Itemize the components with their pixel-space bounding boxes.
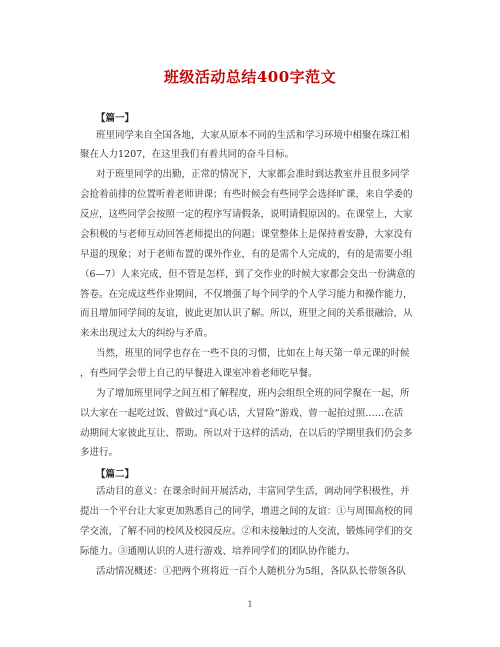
paragraph-line: 活动情况概述：①把两个班将近一百个人随机分为5组，各队队长带领各队 (96, 566, 407, 577)
paragraph-line: 早退的现象；对于老师布置的课外作业，有的是需个人完成的，有的是需要小组 (80, 249, 413, 260)
paragraph-line: 际能力。③通刚认识的人进行游戏、培养同学们的团队协作能力。 (80, 546, 356, 557)
paragraph-line: 以大家在一起吃过饭、曾做过“真心话，大冒险”游戏、曾一起拍过照……在活 (80, 408, 404, 419)
paragraph-line: 答卷。在完成这些作业期间，不仅增强了每个同学的个人学习能力和操作能力， (80, 289, 413, 300)
page-title: 班级活动总结400字范文 (163, 68, 337, 86)
paragraph-line: 当然，班里的同学也存在一些不良的习惯，比如在上每天第一单元课的时候 (96, 348, 410, 359)
paragraph-line: 而且增加同学间的友谊，彼此更加认识了解。所以，班里之间的关系很融洽，从 (80, 308, 413, 319)
paragraph-line: 对于班里同学的出勤，正常的情况下，大家都会准时到达教室并且很多同学 (96, 169, 410, 180)
paragraph-line: 为了增加班里同学之间互相了解程度，班内会组织全班的同学聚在一起，所 (96, 388, 410, 399)
paragraph-line: （6—7）人来完成，但不管是怎样，到了交作业的时候大家都会交出一份满意的 (80, 269, 416, 280)
paragraph-line: 班里同学来自全国各地，大家从原本不同的生活和学习环境中相聚在珠江相 (96, 130, 410, 141)
paragraph-line: 动期间大家彼此互让、帮助。所以对于这样的活动，在以后的学期里我们仍会多 (80, 428, 413, 439)
paragraph-line: 多进行。 (80, 447, 119, 458)
paragraph-line: 聚在人力1207，在这里我们有着共同的奋斗目标。 (80, 149, 295, 160)
section-heading-1: 【篇一】 (96, 113, 135, 124)
paragraph-line: 会抢着前排的位置听着老师讲课；有些时候会有些同学会选择旷课，来自学委的 (80, 189, 413, 200)
page-number: 1 (247, 600, 253, 609)
paragraph-line: 会积极的与老师互动回答老师提出的问题；课堂整体上是保持着安静，大家没有 (80, 229, 413, 240)
section-heading-2: 【篇二】 (96, 469, 135, 480)
paragraph-line: 来未出现过太大的纠纷与矛盾。 (80, 328, 214, 339)
paragraph-line: 活动目的意义：在课余时间开展活动，丰富同学生活，调动同学积极性，并 (96, 486, 410, 497)
paragraph-line: 学交流，了解不同的校风及校园反应。②和未接触过的人交流，锻炼同学们的交 (80, 526, 413, 537)
paragraph-line: 提出一个平台让大家更加熟悉自己的同学，增进之间的友谊：①与周围高校的同 (80, 506, 413, 517)
paragraph-line: ，有些同学会带上自己的早餐进入课室冲着老师吃早餐。 (80, 368, 318, 379)
paragraph-line: 反应，这些同学会按照一定的程序写请假条，说明请假原因的。在课堂上，大家 (80, 209, 413, 220)
